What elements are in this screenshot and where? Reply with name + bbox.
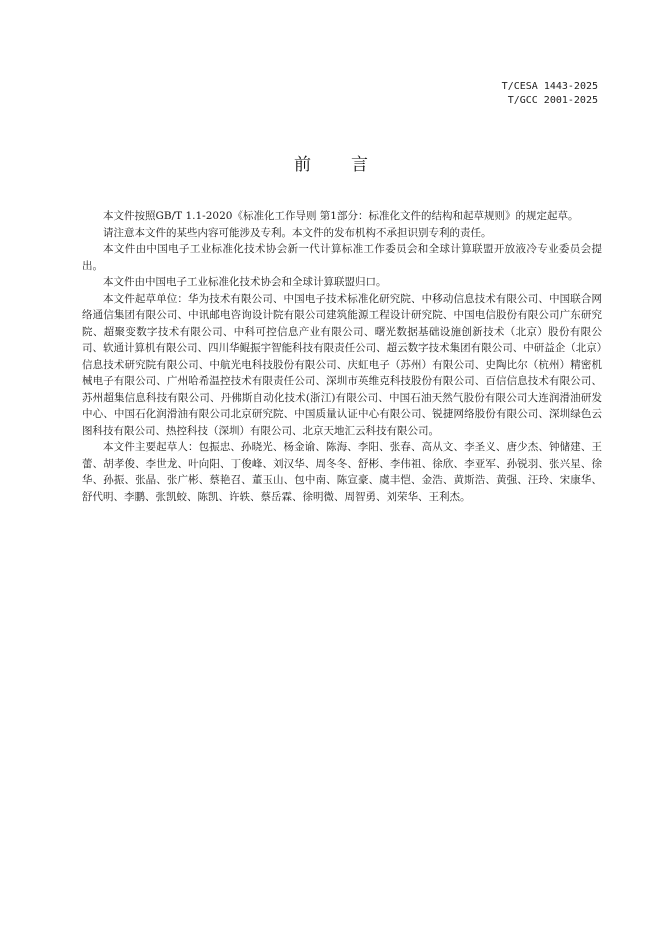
paragraph-main-drafters: 本文件主要起草人：包振忠、孙晓光、杨金谕、陈海、李阳、张春、高从文、李圣义、唐少杰、钟储建、王蕾、胡孝俊、李世龙、叶向阳、丁俊峰、刘汉华、周冬冬、舒彬、李伟祖、徐欣、李亚军、孙锐羽、张兴星、徐华、孙振、张晶、张广彬、蔡艳召、董玉山、包中南、陈宣豪、虞丰恺、金浩、黄斯浩、黄强、汪玲、宋康华、舒代明、李鹏、张凯蛟、陈凯、许轶、蔡岳霖、徐明微、周智勇、刘荣华、王利杰。 [82,441,602,503]
page-title: 前言 [294,155,408,175]
standard-code-cesa: T/CESA 1443-2025 [501,81,598,92]
paragraph-patent-notice: 请注意本文件的某些内容可能涉及专利。本文件的发布机构不承担识别专利的责任。 [103,226,492,239]
paragraph-drafting-rules: 本文件按照GB/T 1.1-2020《标准化工作导则 第1部分：标准化文件的结构和起草规则》的规定起草。 [103,210,579,222]
paragraph-proposed-by: 本文件由中国电子工业标准化技术协会新一代计算标准工作委员会和全球计算联盟开放液冷专业委员会提出。 [82,243,602,272]
standard-code-gcc: T/GCC 2001-2025 [507,95,598,106]
foreword-body [82,208,602,505]
standard-codes [502,80,598,108]
paragraph-managed-by: 本文件由中国电子工业标准化技术协会和全球计算联盟归口。 [103,276,387,288]
paragraph-drafting-organizations: 本文件起草单位：华为技术有限公司、中国电子技术标准化研究院、中移动信息技术有限公司、中国联合网络通信集团有限公司、中讯邮电咨询设计院有限公司建筑能源工程设计研究院、中国电信股份有限公司广东研究院、超聚变数字技术有限公司、中科可控信息产业有限公司、曙光数据基础设施创新技术（北京）股份有限公司、软通计算机有限公司、四川华鲲振宇智能科技有限责任公司、超云数字技术集团有限公司、中研益企（北京）信息技术研究院有限公司、中航光电科技股份有限公司、庆虹电子（苏州）有限公司、史陶比尔（杭州）精密机械电子有限公司、广州哈希温控技术有限责任公司、深圳市英维克科技股份有限公司、百信信息技术有限公司、苏州超集信息科技有限公司、丹佛斯自动化技术(浙江)有限公司、中国石油天然气股份有限公司大连润滑油研发中心、中国石化润滑油有限公司北京研究院、中国质量认证中心有限公司、锐捷网络股份有限公司、深圳绿色云图科技有限公司、热控科技（深圳）有限公司、北京天地汇云科技有限公司。 [82,292,602,437]
